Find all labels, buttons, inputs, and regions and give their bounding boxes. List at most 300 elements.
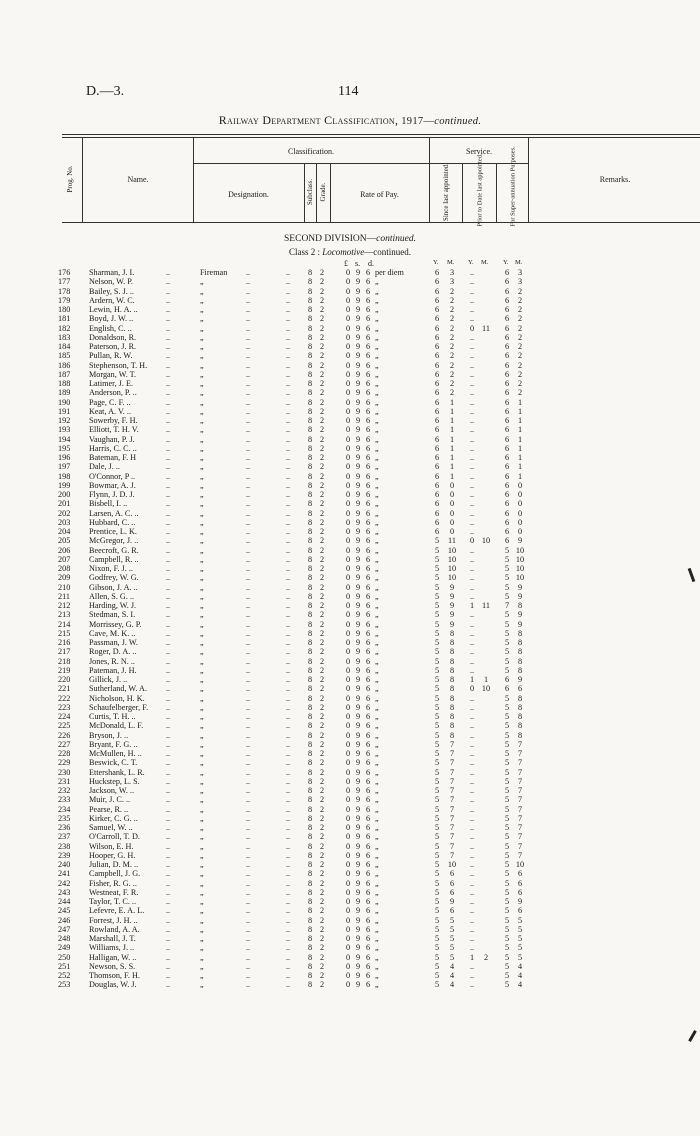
super-months: 7 [517,813,523,823]
dots: .. [286,601,291,610]
grade: 2 [319,305,325,314]
name: Vaughan, P. J. [89,434,135,444]
since-years: 5 [434,823,440,832]
pay-period: „ [375,934,379,943]
since-years: 5 [434,573,440,583]
pay-pounds: 0 [345,379,351,388]
since-years: 6 [434,499,440,509]
designation: „ [200,776,204,786]
subclass: 8 [307,887,313,897]
subclass: 8 [307,730,313,740]
pay-pounds: 0 [345,638,351,647]
super-years: 6 [504,527,510,536]
super-months: 0 [517,480,523,490]
subclass: 8 [307,332,313,342]
designation: „ [200,952,204,962]
super-months: 7 [517,823,523,832]
name: Dale, J. .. [89,462,120,472]
pay-shillings: 9 [355,693,361,703]
dots: .. [246,971,251,980]
prog-no: 208 [58,564,71,573]
name: Jones, R. N. .. [89,656,135,666]
designation: „ [200,749,204,758]
dots: .. [286,665,291,675]
since-months: 2 [449,286,455,296]
table-row [0,472,700,481]
pay-shillings: 9 [355,758,361,768]
since-years: 6 [434,443,440,453]
since-months: 1 [449,462,455,472]
since-months: 2 [449,351,455,361]
dots: .. [166,425,171,435]
dots: .. [246,795,251,805]
pay-period: „ [375,952,379,962]
prog-no: 241 [58,869,71,879]
since-months: 2 [449,388,455,398]
grade: 2 [319,897,325,906]
dots: .. [246,721,251,731]
dots: .. [166,850,171,860]
pay-pence: 6 [365,397,371,407]
division-continued: continued. [376,234,416,244]
super-years: 5 [504,841,510,851]
prog-no: 193 [58,425,71,435]
since-months: 0 [449,527,455,536]
name: Pateman, J. H. [89,665,137,675]
dots: .. [286,850,291,860]
prog-no: 211 [58,591,70,601]
super-years: 5 [504,795,510,805]
super-years: 5 [504,582,510,592]
subclass: 8 [307,684,313,694]
super-years: 6 [504,379,510,388]
since-years: 6 [434,360,440,370]
dots: .. [286,332,291,342]
pay-period: „ [375,776,379,786]
name: Taylor, T. C. .. [89,897,137,906]
unit-months-1: M. [447,259,455,266]
prior-years: .. [469,564,475,573]
super-months: 9 [517,897,523,906]
subclass: 8 [307,295,313,305]
since-months: 9 [449,610,455,620]
pay-period: „ [375,860,379,869]
designation: „ [200,934,204,943]
pay-pounds: 0 [345,277,351,287]
dots: .. [246,286,251,296]
dots: .. [286,702,291,712]
table-row [0,980,700,989]
prior-years: .. [469,712,475,721]
table-row [0,555,700,564]
designation: „ [200,739,204,749]
pay-period: „ [375,471,379,481]
pay-pence: 6 [365,730,371,740]
dots: .. [166,647,171,657]
grade: 2 [319,915,325,925]
dots: .. [286,369,291,379]
pay-shillings: 9 [355,869,361,879]
subclass: 8 [307,980,313,990]
dots: .. [286,758,291,768]
pay-period: „ [375,480,379,490]
designation: „ [200,564,204,573]
dots: .. [166,897,171,906]
pay-shillings: 9 [355,961,361,971]
designation: „ [200,684,204,694]
dots: .. [166,776,171,786]
since-months: 8 [449,730,455,740]
prog-no: 188 [58,379,71,388]
subclass: 8 [307,342,313,351]
since-months: 2 [449,379,455,388]
since-months: 8 [449,684,455,694]
grade: 2 [319,813,325,823]
grade: 2 [319,610,325,620]
prior-years: .. [469,980,475,990]
grade: 2 [319,776,325,786]
table-row [0,564,700,573]
subclass: 8 [307,878,313,888]
pay-pence: 6 [365,887,371,897]
prior-years: 1 [469,601,475,610]
pay-period: „ [375,536,379,546]
super-months: 8 [517,656,523,666]
super-months: 9 [517,536,523,546]
pay-shillings: 9 [355,712,361,721]
since-months: 8 [449,647,455,657]
dots: .. [286,360,291,370]
pay-pounds: 0 [345,693,351,703]
super-years: 5 [504,887,510,897]
pay-pence: 6 [365,564,371,573]
prior-years: .. [469,480,475,490]
super-years: 5 [504,850,510,860]
since-months: 5 [449,943,455,953]
grade: 2 [319,601,325,610]
pay-shillings: 9 [355,351,361,361]
since-years: 5 [434,610,440,620]
subclass: 8 [307,943,313,953]
designation: „ [200,591,204,601]
designation: „ [200,342,204,351]
pay-pounds: 0 [345,490,351,499]
since-months: 0 [449,480,455,490]
dots: .. [246,841,251,851]
subclass: 8 [307,795,313,805]
name: Pearse, R. .. [89,804,129,814]
pay-shillings: 9 [355,379,361,388]
pay-pounds: 0 [345,795,351,805]
super-months: 2 [517,332,523,342]
pay-period: „ [375,878,379,888]
subclass: 8 [307,434,313,444]
pay-pence: 6 [365,499,371,509]
dots: .. [246,702,251,712]
dots: .. [246,924,251,934]
designation: „ [200,601,204,610]
pay-pounds: 0 [345,869,351,879]
dots: .. [286,268,291,277]
since-months: 9 [449,582,455,592]
super-years: 6 [504,453,510,462]
designation: „ [200,351,204,361]
pay-shillings: 9 [355,813,361,823]
designation: „ [200,517,204,527]
super-years: 5 [504,961,510,971]
super-months: 2 [517,314,523,324]
grade: 2 [319,286,325,296]
super-months: 1 [517,406,523,416]
pay-pence: 6 [365,527,371,536]
header-grade: Grade. [319,182,327,202]
prog-no: 251 [58,961,71,971]
since-years: 5 [434,971,440,980]
subclass: 8 [307,767,313,777]
table-row [0,314,700,323]
designation: „ [200,924,204,934]
dots: .. [246,869,251,879]
pay-shillings: 9 [355,425,361,435]
dots: .. [166,554,171,564]
prog-no: 246 [58,915,71,925]
pay-period: „ [375,397,379,407]
grade: 2 [319,564,325,573]
since-months: 2 [449,369,455,379]
dots: .. [286,749,291,758]
dots: .. [246,545,251,555]
grade: 2 [319,443,325,453]
pay-pounds: 0 [345,971,351,980]
subclass: 8 [307,471,313,481]
pay-period: „ [375,443,379,453]
name: Sutherland, W. A. [89,684,147,694]
since-years: 5 [434,758,440,768]
grade: 2 [319,434,325,444]
pay-pence: 6 [365,804,371,814]
pay-pounds: 0 [345,702,351,712]
super-months: 8 [517,721,523,731]
name: Bateman, F. H [89,453,137,462]
pay-pence: 6 [365,582,371,592]
super-months: 1 [517,453,523,462]
table-row [0,546,700,555]
pay-pence: 6 [365,684,371,694]
pay-pounds: 0 [345,342,351,351]
subclass: 8 [307,462,313,472]
prior-years: .. [469,647,475,657]
prog-no: 206 [58,545,71,555]
since-months: 3 [449,268,455,277]
dots: .. [286,591,291,601]
since-months: 3 [449,277,455,287]
prog-no: 176 [58,268,71,277]
prior-years: .. [469,823,475,832]
dots: .. [166,545,171,555]
pay-period: „ [375,554,379,564]
grade: 2 [319,832,325,842]
pay-pence: 6 [365,915,371,925]
prog-no: 182 [58,323,71,333]
table-row [0,638,700,647]
super-years: 5 [504,823,510,832]
name: Rowland, A. A. [89,924,140,934]
table-row [0,370,700,379]
dots: .. [246,943,251,953]
pay-shillings: 9 [355,545,361,555]
pay-period: „ [375,351,379,361]
pay-period: „ [375,305,379,314]
staff-list [0,268,700,990]
prog-no: 192 [58,416,71,425]
subclass: 8 [307,610,313,620]
super-years: 5 [504,712,510,721]
prog-no: 213 [58,610,71,620]
prior-years: .. [469,795,475,805]
since-years: 5 [434,980,440,990]
super-months: 2 [517,360,523,370]
pay-shillings: 9 [355,943,361,953]
subclass: 8 [307,776,313,786]
super-years: 6 [504,425,510,435]
prog-no: 187 [58,369,71,379]
table-row [0,666,700,675]
pay-pence: 6 [365,434,371,444]
pay-period: „ [375,379,379,388]
prog-no: 225 [58,721,71,731]
dots: .. [246,647,251,657]
prior-years: .. [469,397,475,407]
table-row [0,287,700,296]
pay-pence: 6 [365,943,371,953]
name: Ardern, W. C. [89,295,135,305]
pay-shillings: 9 [355,804,361,814]
prior-years: .. [469,314,475,324]
grade: 2 [319,360,325,370]
super-months: 2 [517,369,523,379]
dots: .. [246,342,251,351]
designation: „ [200,647,204,657]
table-row [0,768,700,777]
table-row [0,620,700,629]
since-years: 5 [434,804,440,814]
subclass: 8 [307,961,313,971]
name: Elliott, T. H. V. [89,425,139,435]
name: Cave, M. K. .. [89,628,136,638]
pay-period: „ [375,712,379,721]
dots: .. [166,758,171,768]
dots: .. [166,961,171,971]
table-row [0,731,700,740]
grade: 2 [319,462,325,472]
pay-pence: 6 [365,869,371,879]
pay-pounds: 0 [345,841,351,851]
grade: 2 [319,453,325,462]
grade: 2 [319,684,325,694]
pay-shillings: 9 [355,776,361,786]
pay-pounds: 0 [345,591,351,601]
super-years: 5 [504,730,510,740]
pay-period: „ [375,823,379,832]
since-months: 2 [449,295,455,305]
super-years: 5 [504,749,510,758]
dots: .. [286,619,291,629]
pay-period: „ [375,388,379,398]
name: O'Connor, P .. [89,471,136,481]
pay-pence: 6 [365,323,371,333]
grade: 2 [319,841,325,851]
since-months: 7 [449,804,455,814]
name: Ettershank, L. R. [89,767,145,777]
since-months: 1 [449,443,455,453]
name: Schaufelberger, F. [89,702,149,712]
pay-pence: 6 [365,351,371,361]
super-months: 0 [517,508,523,518]
pay-shillings: 9 [355,823,361,832]
pay-shillings: 9 [355,841,361,851]
pay-shillings: 9 [355,499,361,509]
table-row [0,906,700,915]
dots: .. [286,573,291,583]
pay-pounds: 0 [345,647,351,657]
designation: „ [200,480,204,490]
prog-no: 221 [58,684,71,694]
prior-years: .. [469,332,475,342]
dots: .. [246,952,251,962]
name: Hubbard, C. .. [89,517,136,527]
subclass: 8 [307,323,313,333]
pay-period: „ [375,610,379,620]
prog-no: 209 [58,573,71,583]
pay-shillings: 9 [355,369,361,379]
pay-shillings: 9 [355,721,361,731]
subclass: 8 [307,369,313,379]
since-years: 6 [434,425,440,435]
dots: .. [246,628,251,638]
subclass: 8 [307,647,313,657]
since-years: 6 [434,416,440,425]
name: Thomson, F. H. [89,971,140,980]
since-years: 6 [434,397,440,407]
pay-pounds: 0 [345,610,351,620]
pay-shillings: 9 [355,980,361,990]
header-subclass: Subclass. [306,178,314,206]
dots: .. [286,693,291,703]
grade: 2 [319,971,325,980]
subclass: 8 [307,952,313,962]
dots: .. [166,712,171,721]
super-months: 9 [517,582,523,592]
pay-period: „ [375,730,379,740]
super-years: 5 [504,924,510,934]
since-months: 8 [449,656,455,666]
designation: „ [200,499,204,509]
dots: .. [246,730,251,740]
pay-shillings: 9 [355,850,361,860]
name: Westneat, F. R. [89,887,139,897]
table-row [0,629,700,638]
designation: „ [200,758,204,768]
super-years: 6 [504,406,510,416]
since-years: 5 [434,887,440,897]
designation: „ [200,693,204,703]
super-years: 5 [504,739,510,749]
subclass: 8 [307,804,313,814]
designation: „ [200,434,204,444]
super-years: 6 [504,314,510,324]
pay-period: „ [375,980,379,990]
pay-pence: 6 [365,443,371,453]
